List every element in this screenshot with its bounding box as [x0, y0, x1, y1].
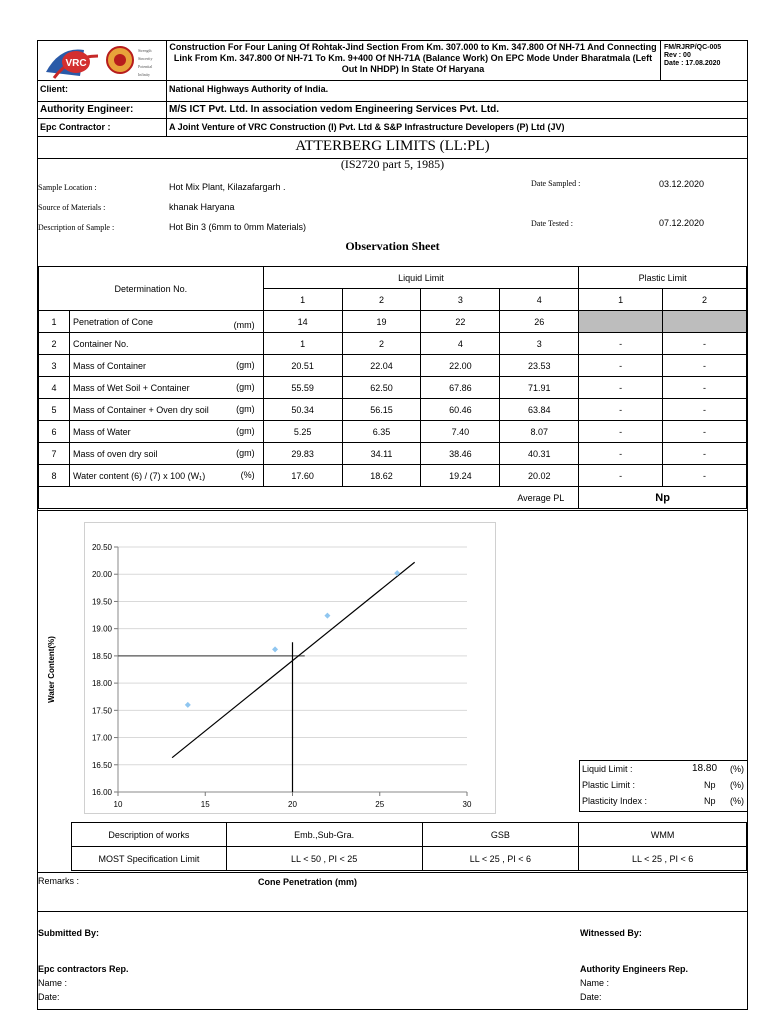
- ll-cell: 22.04: [342, 355, 421, 377]
- row-description: Mass of oven dry soil (gm): [69, 443, 263, 465]
- sample-location-label: Sample Location :: [38, 183, 97, 192]
- determination-header: Determination No.: [39, 267, 264, 311]
- y-tick-label: 19.50: [91, 597, 112, 607]
- y-tick-label: 17.50: [91, 706, 112, 716]
- date-sampled-label: Date Sampled :: [531, 179, 581, 188]
- row-number: 2: [39, 333, 70, 355]
- description-label: Description of Sample :: [38, 223, 115, 232]
- pl-cell: -: [579, 377, 663, 399]
- table-row: [39, 465, 747, 487]
- ll-cell: 23.53: [500, 355, 579, 377]
- observation-table: [38, 266, 747, 509]
- ae-rep: Authority Engineers Rep.: [580, 964, 689, 974]
- table-row: [39, 443, 747, 465]
- client-label: Client:: [40, 84, 68, 94]
- ll-cell: 22.00: [421, 355, 500, 377]
- doc-code: FM/RJRP/QC-005 Rev : 00 Date : 17.08.2020: [664, 44, 722, 67]
- ll-cell: 1: [263, 333, 342, 355]
- page-title: ATTERBERG LIMITS (LL:PL): [295, 138, 490, 154]
- ll-cell: 38.46: [421, 443, 500, 465]
- row-description: Water content (6) / (7) x 100 (W₁) (%): [69, 465, 263, 487]
- ll-cell: 20.02: [500, 465, 579, 487]
- ae-value: M/S ICT Pvt. Ltd. In association vedom Engineering Services Pvt. Ltd.: [169, 104, 500, 115]
- pl-col-header: 1: [579, 289, 663, 311]
- ll-cell: 26: [500, 311, 579, 333]
- ll-cell: 6.35: [342, 421, 421, 443]
- ll-cell: 56.15: [342, 399, 421, 421]
- ll-cell: 50.34: [263, 399, 342, 421]
- ll-cell: 62.50: [342, 377, 421, 399]
- spec-cell: Emb.,Sub-Gra.: [226, 823, 422, 847]
- ll-cell: 67.86: [421, 377, 500, 399]
- ll-cell: 18.62: [342, 465, 421, 487]
- plastic-limit-header: Plastic Limit: [579, 267, 747, 289]
- table-row: [39, 399, 747, 421]
- ll-cell: 8.07: [500, 421, 579, 443]
- row-description: Mass of Wet Soil + Container (gm): [69, 377, 263, 399]
- row-number: 3: [39, 355, 70, 377]
- pl-col-header: 2: [663, 289, 747, 311]
- pl-cell: -: [663, 465, 747, 487]
- row-description: Mass of Container + Oven dry soil (gm): [69, 399, 263, 421]
- spec-cell: LL < 50 , PI < 25: [226, 847, 422, 871]
- y-tick-label: 20.50: [91, 543, 112, 552]
- spec-cell: Description of works: [72, 823, 227, 847]
- row-description: Container No.: [69, 333, 263, 355]
- pl-cell: -: [663, 333, 747, 355]
- epc-name: Name :: [38, 978, 68, 988]
- pl-cell: -: [579, 421, 663, 443]
- x-tick-label: 10: [113, 800, 123, 809]
- table-row: [39, 333, 747, 355]
- y-tick-label: 17.00: [91, 733, 112, 743]
- ll-cell: 29.83: [263, 443, 342, 465]
- epc-date: Date:: [38, 992, 60, 1002]
- table-row: [39, 421, 747, 443]
- epc-value: A Joint Venture of VRC Construction (I) Pvt. Ltd & S&P Infrastructure Developers (P) Ltd (JV): [169, 122, 565, 132]
- pl-result-unit: (%): [730, 780, 744, 790]
- table-row: [39, 311, 747, 333]
- row-number: 6: [39, 421, 70, 443]
- witnessed-by: Witnessed By:: [580, 928, 642, 938]
- row-number: 7: [39, 443, 70, 465]
- ll-cell: 40.31: [500, 443, 579, 465]
- description-value: Hot Bin 3 (6mm to 0mm Materials): [169, 222, 307, 232]
- spec-table: [71, 822, 747, 871]
- ll-cell: 2: [342, 333, 421, 355]
- pl-result-label: Plastic Limit :: [582, 780, 636, 790]
- pl-cell: -: [663, 421, 747, 443]
- ll-cell: 17.60: [263, 465, 342, 487]
- pl-cell: -: [663, 377, 747, 399]
- pl-cell: -: [663, 399, 747, 421]
- y-tick-label: 20.00: [91, 570, 112, 580]
- x-tick-label: 20: [288, 800, 297, 809]
- average-pl-label: Average PL: [39, 487, 579, 509]
- source-value: khanak Haryana: [169, 202, 235, 212]
- project-title: Construction For Four Laning Of Rohtak-Jind Section From Km. 307.000 to Km. 347.800 Of NH-71 And Connecting Link From Km. 347.800 Of NH-71 To Km. 9+400 Of NH-71A (Balance Work) On EPC Mode Under Bharatmala (Left Out In NHDP) In State Of Haryana: [169, 42, 657, 74]
- ll-cell: 20.51: [263, 355, 342, 377]
- ll-cell: 4: [421, 333, 500, 355]
- pl-cell: -: [579, 333, 663, 355]
- y-tick-label: 19.00: [91, 624, 112, 634]
- svg-text:VRC: VRC: [65, 58, 87, 69]
- ll-cell: 19: [342, 311, 421, 333]
- epc-label: Epc Contractor :: [40, 122, 111, 132]
- x-tick-label: 15: [200, 800, 210, 809]
- pl-result-value: Np: [704, 780, 716, 790]
- ll-cell: 71.91: [500, 377, 579, 399]
- ll-result-label: Liquid Limit :: [582, 764, 633, 774]
- row-number: 8: [39, 465, 70, 487]
- source-label: Source of Materials :: [38, 203, 106, 212]
- x-tick-label: 30: [462, 800, 472, 809]
- pl-cell: -: [579, 355, 663, 377]
- x-axis-label: Cone Penetration (mm): [258, 877, 358, 887]
- pl-cell: -: [579, 465, 663, 487]
- data-point: [185, 702, 191, 708]
- liquid-limit-header: Liquid Limit: [263, 267, 579, 289]
- ae-date: Date:: [580, 992, 602, 1002]
- pi-result-unit: (%): [730, 796, 744, 806]
- remarks-label: Remarks :: [38, 876, 80, 886]
- ll-result-value: 18.80: [692, 763, 718, 774]
- ll-cell: 3: [500, 333, 579, 355]
- date-tested-label: Date Tested :: [531, 219, 573, 228]
- pl-cell: -: [579, 399, 663, 421]
- average-pl-value: Np: [579, 487, 747, 509]
- epc-rep: Epc contractors Rep.: [38, 964, 129, 974]
- y-tick-label: 18.00: [91, 679, 112, 689]
- ae-label: Authority Engineer:: [40, 104, 134, 115]
- row-number: 1: [39, 311, 70, 333]
- ll-col-header: 3: [421, 289, 500, 311]
- pl-cell: -: [663, 443, 747, 465]
- ll-cell: 63.84: [500, 399, 579, 421]
- ll-cell: 60.46: [421, 399, 500, 421]
- liquid-limit-chart: [40, 520, 500, 820]
- submitted-by: Submitted By:: [38, 928, 100, 938]
- pi-result-value: Np: [704, 796, 716, 806]
- trend-line: [172, 562, 415, 757]
- date-tested-value: 07.12.2020: [659, 218, 705, 228]
- svg-text:Infinity: Infinity: [138, 72, 150, 77]
- ae-name: Name :: [580, 978, 610, 988]
- table-row: [39, 377, 747, 399]
- ll-cell: 22: [421, 311, 500, 333]
- sample-location-value: Hot Mix Plant, Kilazafargarh .: [169, 182, 286, 192]
- client-value: National Highways Authority of India.: [169, 84, 329, 94]
- pl-cell: [663, 311, 747, 333]
- ll-col-header: 1: [263, 289, 342, 311]
- row-description: Mass of Water (gm): [69, 421, 263, 443]
- row-description: Mass of Container (gm): [69, 355, 263, 377]
- row-description: Penetration of Cone (mm): [69, 311, 263, 333]
- ll-cell: 34.11: [342, 443, 421, 465]
- ll-cell: 5.25: [263, 421, 342, 443]
- pl-cell: -: [663, 355, 747, 377]
- company-logo: [40, 42, 164, 82]
- row-number: 5: [39, 399, 70, 421]
- spec-cell: LL < 25 , PI < 6: [422, 847, 579, 871]
- svg-text:Sincerity: Sincerity: [138, 56, 153, 61]
- x-tick-label: 25: [375, 800, 385, 809]
- ll-cell: 14: [263, 311, 342, 333]
- ll-cell: 19.24: [421, 465, 500, 487]
- spec-cell: GSB: [422, 823, 579, 847]
- date-sampled-value: 03.12.2020: [659, 179, 705, 189]
- y-axis-label: Water Content(%): [47, 636, 56, 703]
- row-number: 4: [39, 377, 70, 399]
- results-box: [579, 760, 748, 812]
- data-point: [272, 646, 278, 652]
- ll-col-header: 4: [500, 289, 579, 311]
- ll-cell: 7.40: [421, 421, 500, 443]
- spec-cell: WMM: [579, 823, 747, 847]
- y-tick-label: 16.00: [91, 788, 112, 797]
- data-point: [324, 613, 330, 619]
- ll-result-unit: (%): [730, 764, 744, 774]
- observation-title: Observation Sheet: [345, 239, 440, 253]
- y-tick-label: 16.50: [91, 760, 112, 770]
- pl-cell: -: [579, 443, 663, 465]
- table-row: [39, 355, 747, 377]
- y-tick-label: 18.50: [91, 651, 112, 661]
- pl-cell: [579, 311, 663, 333]
- svg-text:Potential: Potential: [138, 64, 153, 69]
- svg-text:Strength: Strength: [138, 48, 152, 53]
- page-subtitle: (IS2720 part 5, 1985): [340, 157, 445, 171]
- ll-col-header: 2: [342, 289, 421, 311]
- ll-cell: 55.59: [263, 377, 342, 399]
- spec-cell: LL < 25 , PI < 6: [579, 847, 747, 871]
- pi-result-label: Plasticity Index :: [582, 796, 648, 806]
- spec-cell: MOST Specification Limit: [72, 847, 227, 871]
